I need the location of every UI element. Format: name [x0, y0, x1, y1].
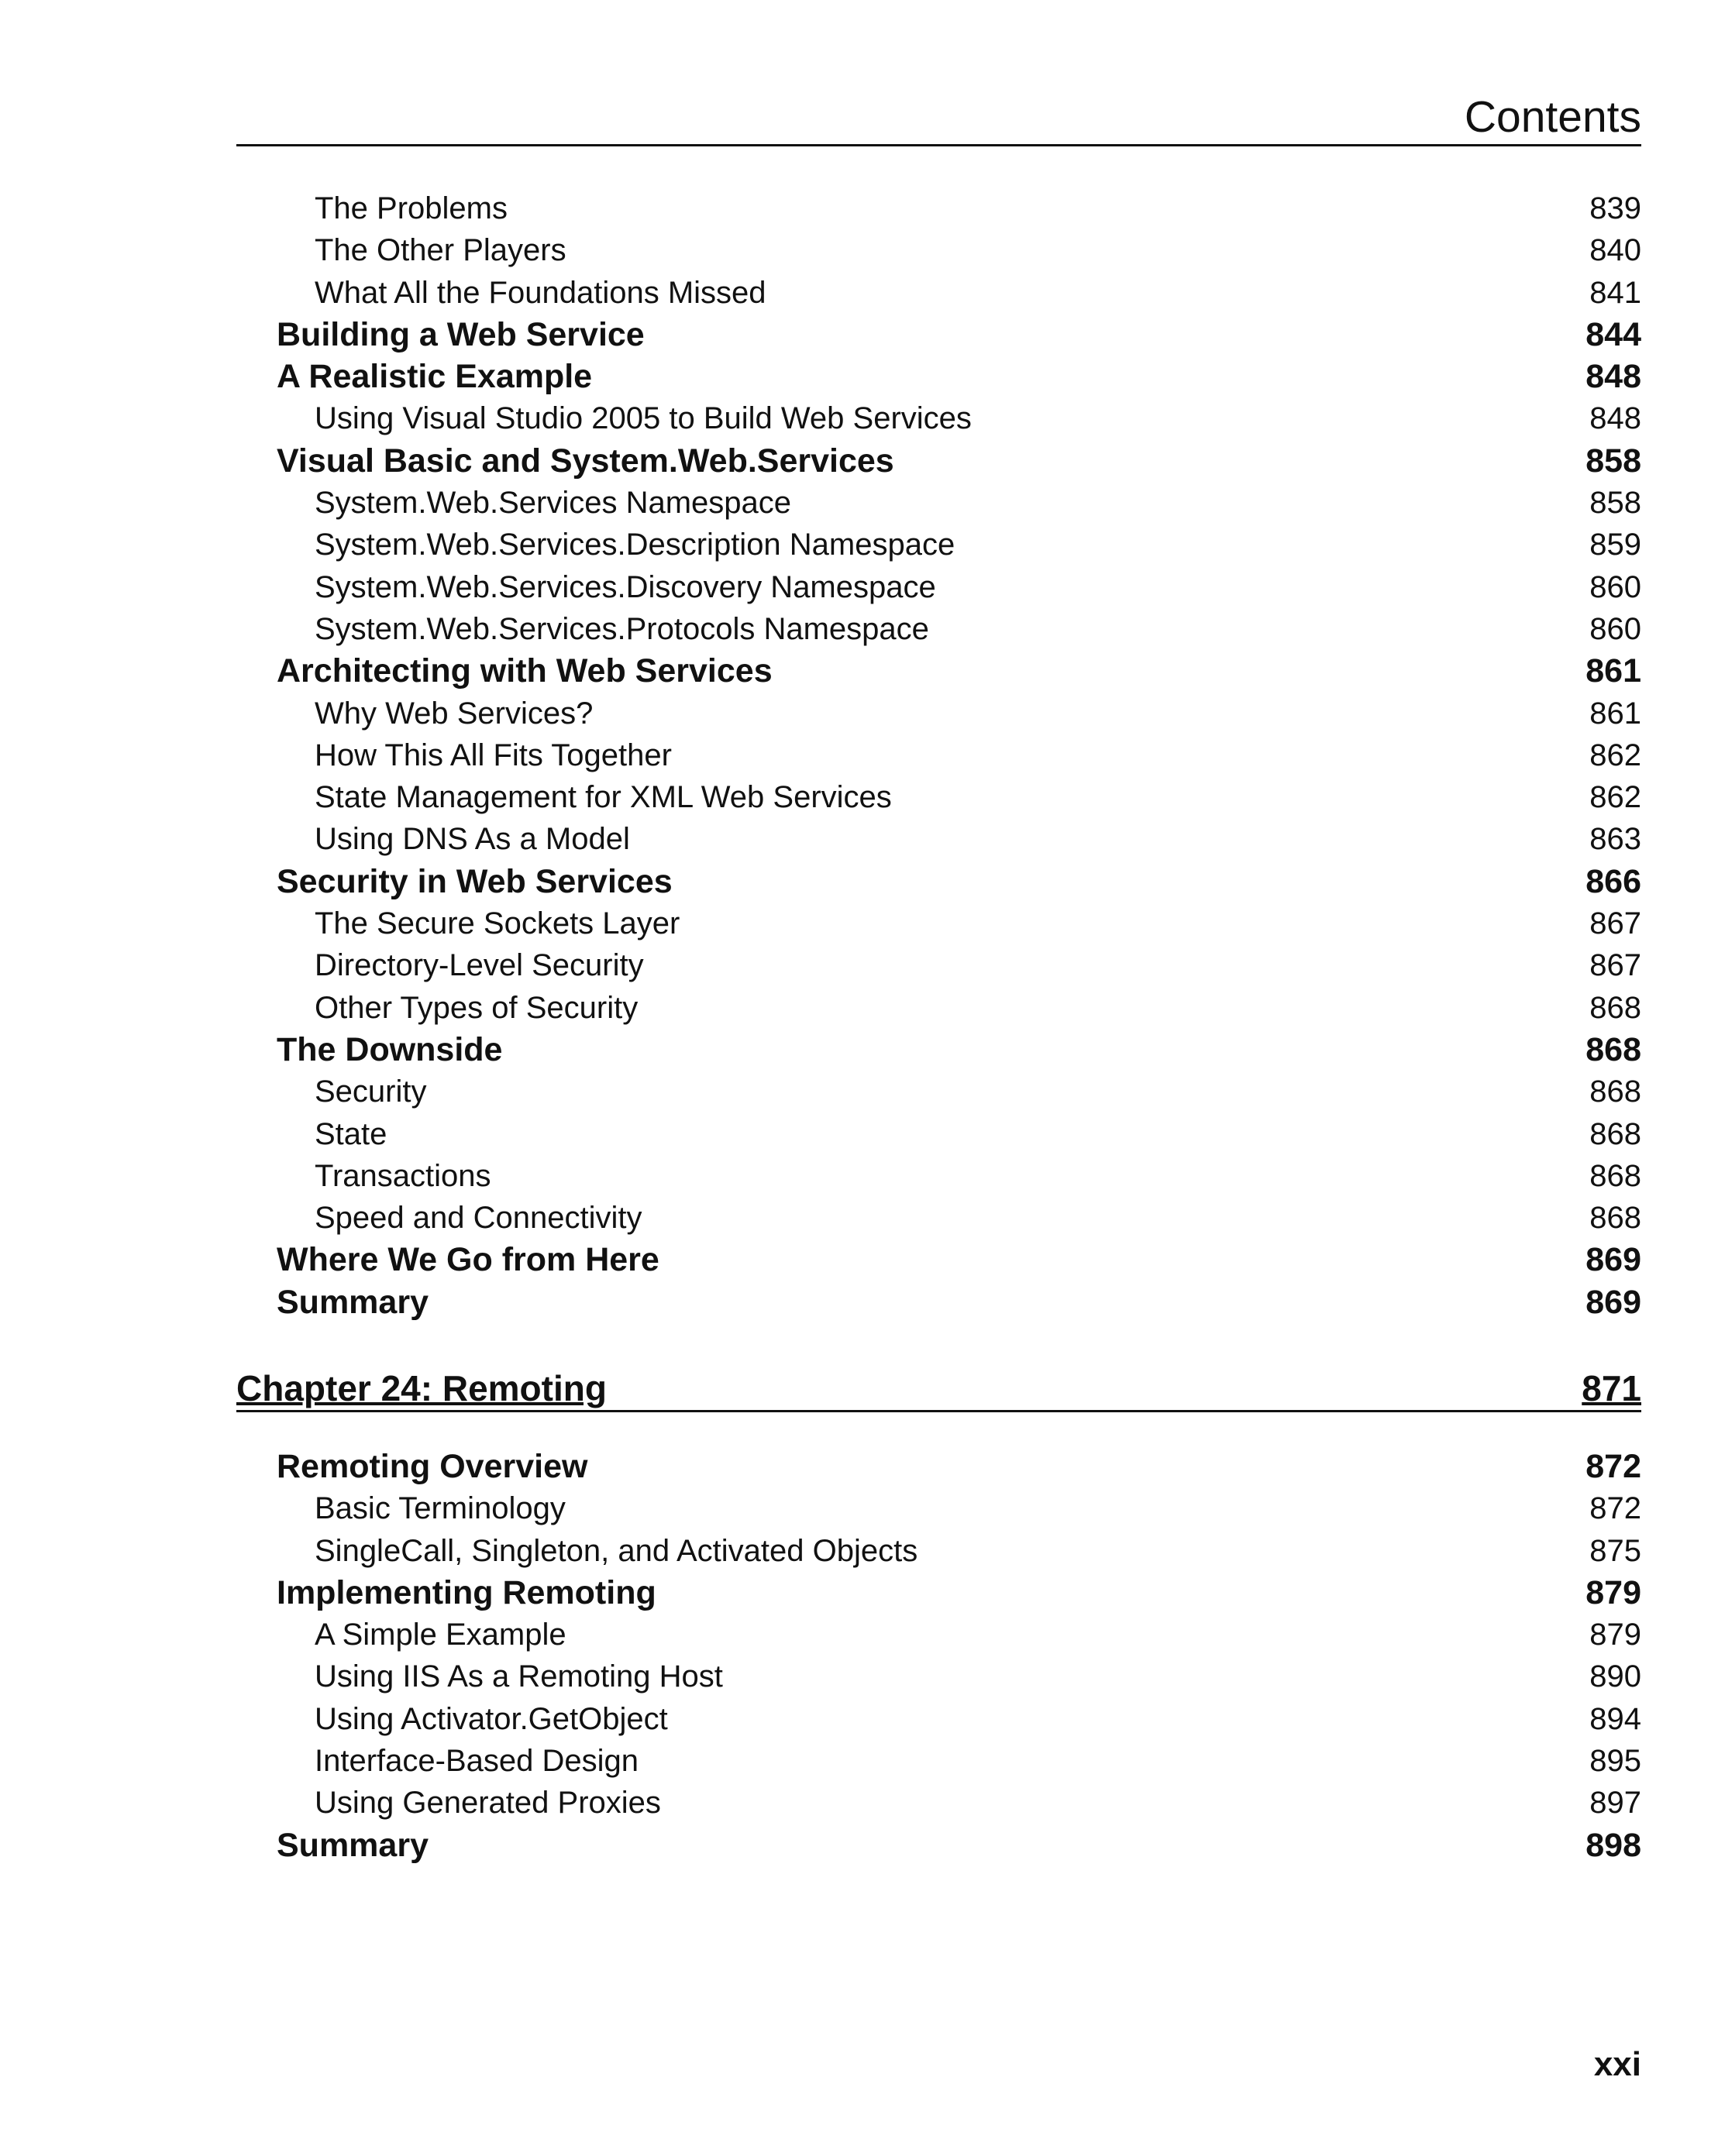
toc-entry-title: Using DNS As a Model: [315, 822, 630, 857]
toc-subsection-entry: [236, 187, 1641, 229]
toc-section-entry: [236, 1029, 1641, 1071]
toc-section-entry: [236, 861, 1641, 903]
toc-entry-title: Directory-Level Security: [315, 948, 644, 983]
toc-entry-page: 841: [1589, 275, 1641, 310]
toc-entry-title: SingleCall, Singleton, and Activated Objects: [315, 1533, 918, 1568]
toc-entry-page: 860: [1589, 611, 1641, 646]
toc-entry-title: State: [315, 1116, 387, 1151]
toc-entry-title: Summary: [277, 1283, 429, 1321]
toc-subsection-entry: [236, 1487, 1641, 1529]
toc-entry-page: 858: [1589, 486, 1641, 521]
toc-section-entry: [236, 1239, 1641, 1281]
toc-entry-page: 875: [1589, 1533, 1641, 1568]
toc-entry-title: Why Web Services?: [315, 696, 594, 731]
toc-entry-page: 868: [1589, 1075, 1641, 1109]
chapter-title: Chapter 24: Remoting: [236, 1368, 607, 1408]
toc-section-entry: [236, 440, 1641, 482]
toc-entry-page: 861: [1585, 652, 1641, 690]
toc-entry-title: Security: [315, 1075, 427, 1109]
toc-entry-page: 868: [1585, 1030, 1641, 1068]
toc-entry-title: Architecting with Web Services: [277, 652, 773, 690]
toc-subsection-entry: [236, 944, 1641, 986]
toc-section-entry: [236, 356, 1641, 397]
toc-entry-title: Security in Web Services: [277, 862, 673, 900]
toc-entry-title: Summary: [277, 1826, 429, 1864]
toc-entry-title: Interface-Based Design: [315, 1744, 639, 1779]
toc-entry-title: What All the Foundations Missed: [315, 275, 766, 310]
toc-section-entry: [236, 1572, 1641, 1614]
toc-entry-title: System.Web.Services.Discovery Namespace: [315, 569, 936, 604]
toc-entry-title: Transactions: [315, 1158, 491, 1193]
toc-subsection-entry: [236, 1614, 1641, 1656]
toc-subsection-entry: [236, 693, 1641, 734]
toc-entry-title: Using Generated Proxies: [315, 1786, 661, 1821]
toc-entry-title: Speed and Connectivity: [315, 1201, 642, 1236]
toc-section-entry: [236, 1281, 1641, 1323]
toc-entry-page: 879: [1589, 1618, 1641, 1652]
toc-subsection-entry: [236, 1197, 1641, 1239]
toc-entry-page: 866: [1585, 862, 1641, 900]
toc-subsection-entry: [236, 776, 1641, 818]
toc-entry-title: The Secure Sockets Layer: [315, 906, 680, 941]
toc-entry-page: 867: [1589, 948, 1641, 983]
toc-entry-title: Where We Go from Here: [277, 1241, 659, 1279]
toc-entry-page: 890: [1589, 1659, 1641, 1694]
toc-entry-title: Remoting Overview: [277, 1448, 588, 1485]
toc-entry-page: 879: [1585, 1573, 1641, 1611]
chapter-page: 871: [1582, 1368, 1641, 1408]
toc-entry-title: Other Types of Security: [315, 990, 639, 1025]
toc-entry-page: 863: [1589, 822, 1641, 857]
toc-entry-title: The Problems: [315, 191, 508, 225]
toc-entry-page: 844: [1585, 315, 1641, 353]
toc-entry-title: State Management for XML Web Services: [315, 780, 892, 815]
toc-list-prior-chapter: [236, 187, 1641, 1323]
toc-subsection-entry: [236, 1740, 1641, 1782]
toc-entry-page: 840: [1589, 233, 1641, 268]
toc-entry-title: Implementing Remoting: [277, 1573, 656, 1611]
toc-entry-title: A Realistic Example: [277, 358, 593, 396]
toc-entry-page: 862: [1589, 780, 1641, 815]
toc-entry-title: The Downside: [277, 1030, 503, 1068]
toc-subsection-entry: [236, 608, 1641, 650]
toc-entry-page: 860: [1589, 569, 1641, 604]
toc-entry-page: 872: [1585, 1448, 1641, 1485]
toc-subsection-entry: [236, 397, 1641, 439]
toc-entry-page: 868: [1589, 990, 1641, 1025]
toc-subsection-entry: [236, 229, 1641, 271]
toc-list-chapter-24: [236, 1446, 1641, 1866]
toc-section-entry: [236, 314, 1641, 356]
toc-section-entry: [236, 1446, 1641, 1487]
toc-subsection-entry: [236, 1656, 1641, 1697]
toc-entry-page: 894: [1589, 1701, 1641, 1736]
toc-entry-page: 897: [1589, 1786, 1641, 1821]
toc-subsection-entry: [236, 1530, 1641, 1572]
toc-entry-title: Building a Web Service: [277, 315, 645, 353]
toc-entry-page: 848: [1585, 358, 1641, 396]
toc-entry-page: 895: [1589, 1744, 1641, 1779]
toc-entry-title: Using Visual Studio 2005 to Build Web Services: [315, 401, 972, 436]
toc-entry-title: System.Web.Services.Description Namespace: [315, 528, 955, 562]
toc-entry-title: System.Web.Services Namespace: [315, 486, 792, 521]
toc-entry-page: 869: [1585, 1283, 1641, 1321]
toc-section-entry: [236, 650, 1641, 692]
toc-entry-title: Basic Terminology: [315, 1491, 566, 1526]
page-folio: xxi: [1593, 2045, 1641, 2083]
toc-subsection-entry: [236, 1698, 1641, 1740]
toc-subsection-entry: [236, 903, 1641, 944]
header-rule: [236, 144, 1641, 146]
toc-entry-page: 868: [1589, 1116, 1641, 1151]
toc-subsection-entry: [236, 482, 1641, 524]
toc-entry-page: 868: [1589, 1158, 1641, 1193]
toc-subsection-entry: [236, 1071, 1641, 1112]
toc-subsection-entry: [236, 1782, 1641, 1824]
toc-entry-title: A Simple Example: [315, 1618, 566, 1652]
toc-entry-page: 872: [1589, 1491, 1641, 1526]
toc-entry-page: 848: [1589, 401, 1641, 436]
toc-subsection-entry: [236, 524, 1641, 566]
toc-entry-title: Using IIS As a Remoting Host: [315, 1659, 723, 1694]
toc-entry-page: 858: [1585, 442, 1641, 480]
toc-entry-title: How This All Fits Together: [315, 738, 672, 772]
toc-entry-page: 869: [1585, 1241, 1641, 1279]
toc-subsection-entry: [236, 818, 1641, 860]
toc-entry-page: 868: [1589, 1201, 1641, 1236]
toc-subsection-entry: [236, 987, 1641, 1029]
toc-subsection-entry: [236, 1113, 1641, 1155]
toc-entry-page: 862: [1589, 738, 1641, 772]
toc-section-entry: [236, 1824, 1641, 1866]
toc-entry-page: 867: [1589, 906, 1641, 941]
toc-entry-title: The Other Players: [315, 233, 566, 268]
toc-subsection-entry: [236, 1155, 1641, 1197]
toc-entry-page: 859: [1589, 528, 1641, 562]
toc-entry-page: 898: [1585, 1826, 1641, 1864]
running-head: Contents: [1464, 92, 1641, 142]
toc-subsection-entry: [236, 272, 1641, 314]
toc-entry-title: System.Web.Services.Protocols Namespace: [315, 611, 929, 646]
toc-entry-page: 839: [1589, 191, 1641, 225]
chapter-heading: [236, 1363, 1641, 1412]
toc-entry-title: Using Activator.GetObject: [315, 1701, 668, 1736]
toc-entry-title: Visual Basic and System.Web.Services: [277, 442, 894, 480]
toc-subsection-entry: [236, 566, 1641, 608]
toc-entry-page: 861: [1589, 696, 1641, 731]
toc-subsection-entry: [236, 734, 1641, 776]
